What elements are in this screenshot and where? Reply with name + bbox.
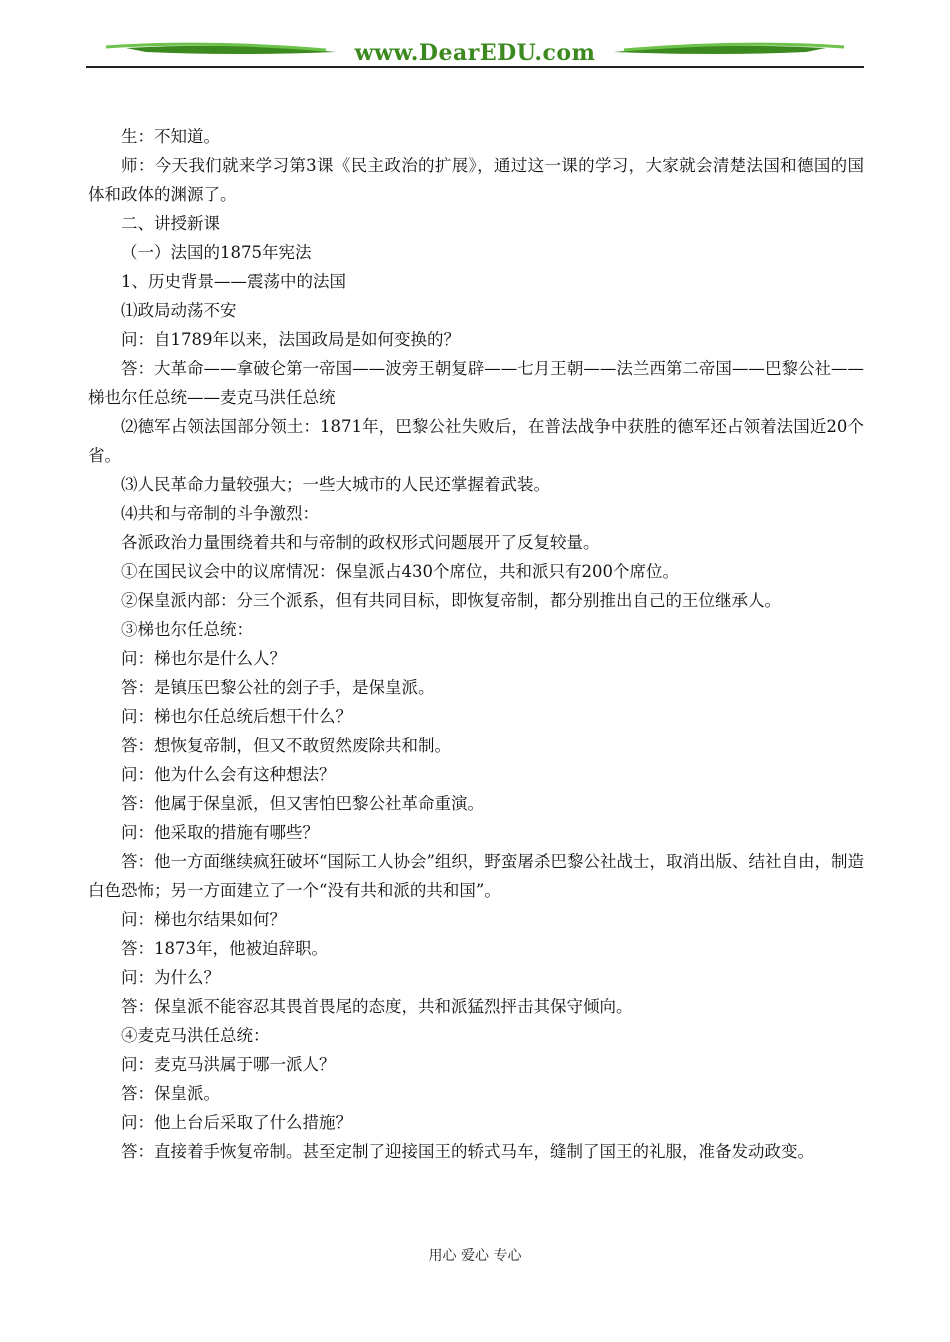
paragraph: 各派政治力量围绕着共和与帝制的政权形式问题展开了反复较量。	[121, 533, 600, 552]
paragraph: ④麦克马洪任总统：	[121, 1026, 270, 1045]
subsection-heading: （一）法国的1875年宪法	[121, 243, 312, 262]
question: 问：梯也尔是什么人？	[121, 649, 286, 668]
paragraph: 1、历史背景——震荡中的法国	[121, 272, 346, 291]
question: 问：麦克马洪属于哪一派人？	[121, 1055, 336, 1074]
answer: 答：大革命——拿破仑第一帝国——波旁王朝复辟——七月王朝——法兰西第二帝国——巴黎公社——梯也尔任总统——麦克马洪任总统	[88, 359, 864, 407]
answer: 答：直接着手恢复帝制。甚至定制了迎接国王的轿式马车，缝制了国王的礼服，准备发动政变。	[121, 1142, 814, 1161]
question: 问：自1789年以来，法国政局是如何变换的？	[121, 330, 460, 349]
answer: 答：保皇派。	[121, 1084, 220, 1103]
header-divider	[86, 66, 864, 68]
paragraph: ⑷共和与帝制的斗争激烈：	[121, 504, 319, 523]
question: 问：他上台后采取了什么措施？	[121, 1113, 352, 1132]
section-heading: 二、讲授新课	[121, 214, 220, 233]
document-body	[88, 122, 864, 1166]
answer: 答：1873年，他被迫辞职。	[121, 939, 328, 958]
question: 问：梯也尔结果如何？	[121, 910, 286, 929]
answer: 答：保皇派不能容忍其畏首畏尾的态度，共和派猛烈抨击其保守倾向。	[121, 997, 633, 1016]
paragraph: ⑶人民革命力量较强大；一些大城市的人民还掌握着武装。	[121, 475, 550, 494]
answer: 答：是镇压巴黎公社的刽子手，是保皇派。	[121, 678, 435, 697]
question: 问：梯也尔任总统后想干什么？	[121, 707, 352, 726]
paragraph: ③梯也尔任总统：	[121, 620, 253, 639]
question: 问：他采取的措施有哪些？	[121, 823, 319, 842]
site-logo-text: www.DearEDU.com	[354, 40, 596, 66]
paragraph: 生：不知道。	[121, 127, 220, 146]
paragraph: ⑴政局动荡不安	[121, 301, 237, 320]
paragraph: ①在国民议会中的议席情况：保皇派占430个席位，共和派只有200个席位。	[121, 562, 679, 581]
question: 问：为什么？	[121, 968, 220, 987]
question: 问：他为什么会有这种想法？	[121, 765, 336, 784]
answer: 答：他一方面继续疯狂破坏“国际工人协会”组织，野蛮屠杀巴黎公社战士，取消出版、结社自由，制造白色恐怖；另一方面建立了一个“没有共和派的共和国”。	[88, 852, 864, 900]
paragraph: ②保皇派内部：分三个派系，但有共同目标，即恢复帝制，都分别推出自己的王位继承人。	[121, 591, 781, 610]
paragraph: ⑵德军占领法国部分领土：1871年，巴黎公社失败后，在普法战争中获胜的德军还占领着法国近20个省。	[88, 417, 864, 465]
answer: 答：想恢复帝制，但又不敢贸然废除共和制。	[121, 736, 451, 755]
paragraph: 师：今天我们就来学习第3课《民主政治的扩展》，通过这一课的学习，大家就会清楚法国和德国的国体和政体的渊源了。	[88, 156, 864, 204]
answer: 答：他属于保皇派，但又害怕巴黎公社革命重演。	[121, 794, 484, 813]
site-header	[86, 30, 864, 70]
page-footer: 用心 爱心 专心	[428, 1248, 522, 1264]
